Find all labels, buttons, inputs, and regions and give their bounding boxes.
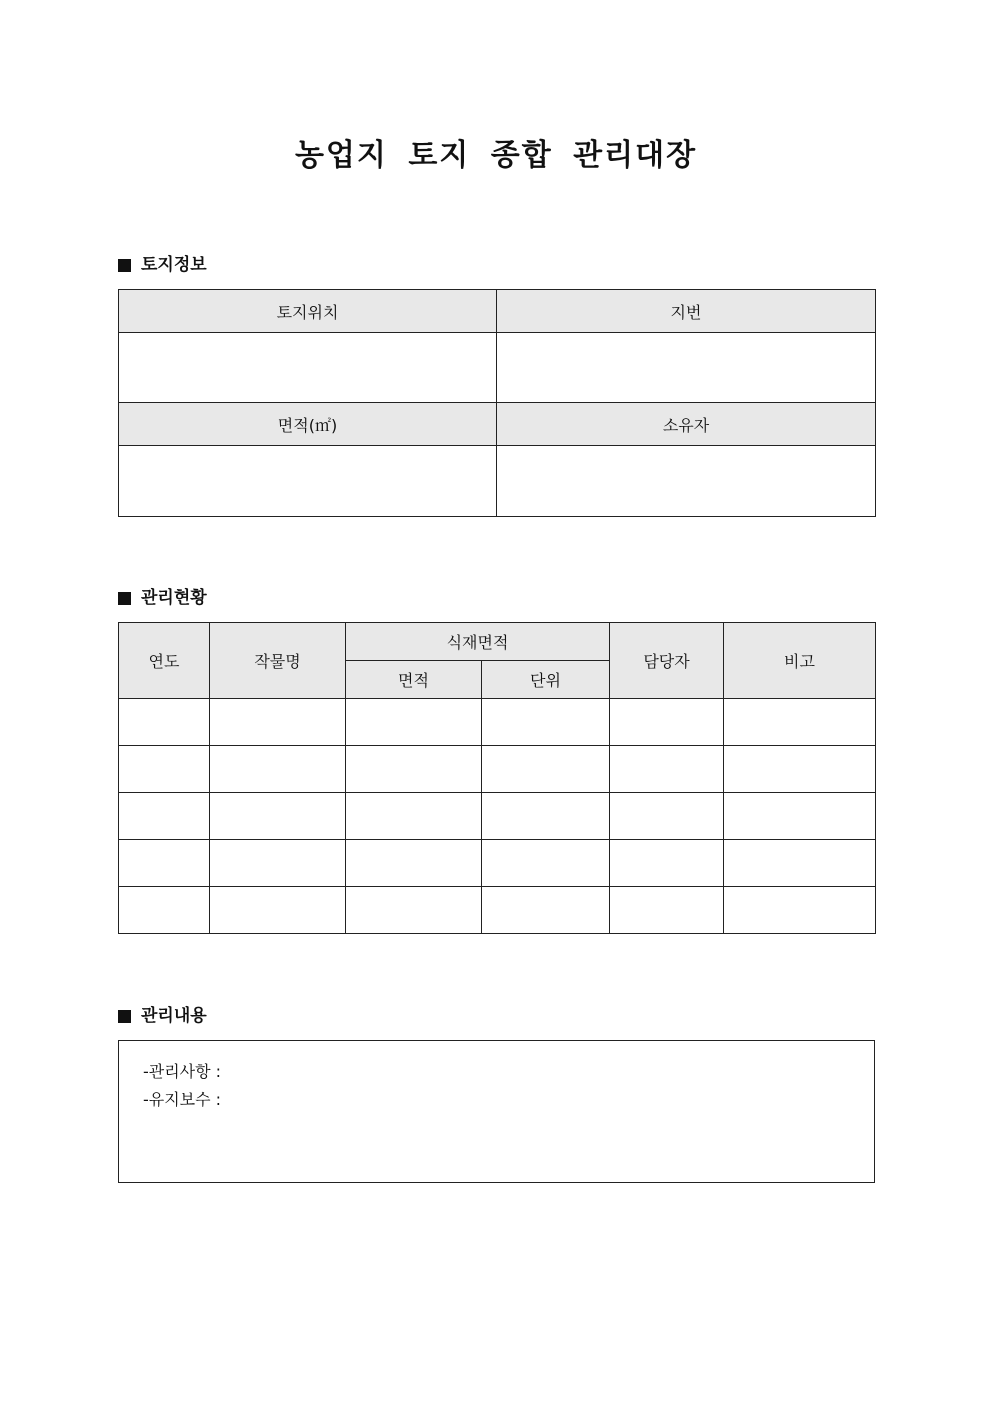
crop-cell[interactable] (210, 840, 346, 887)
year-header: 연도 (119, 623, 210, 699)
table-row (119, 746, 876, 793)
manager-cell[interactable] (610, 746, 724, 793)
land-info-heading (118, 253, 207, 277)
area-cell[interactable] (346, 793, 482, 840)
owner-cell[interactable] (497, 446, 876, 517)
crop-cell[interactable] (210, 887, 346, 934)
area-cell[interactable] (346, 746, 482, 793)
year-cell[interactable] (119, 699, 210, 746)
lot-number-cell[interactable] (497, 333, 876, 403)
page-title: 농업지 토지 종합 관리대장 (294, 138, 698, 173)
management-content-heading (118, 1004, 207, 1028)
crop-cell[interactable] (210, 746, 346, 793)
unit-subheader: 단위 (482, 661, 610, 699)
table-row (119, 793, 876, 840)
year-cell[interactable] (119, 746, 210, 793)
crop-cell[interactable] (210, 699, 346, 746)
management-status-table (118, 622, 876, 934)
area-cell[interactable] (119, 446, 497, 517)
area-subheader: 면적 (346, 661, 482, 699)
table-row (119, 840, 876, 887)
crop-cell[interactable] (210, 793, 346, 840)
crop-header: 작물명 (210, 623, 346, 699)
area-cell[interactable] (346, 840, 482, 887)
unit-cell[interactable] (482, 887, 610, 934)
lot-number-header: 지번 (497, 290, 876, 333)
management-status-heading (118, 586, 207, 610)
year-cell[interactable] (119, 840, 210, 887)
remarks-cell[interactable] (724, 887, 876, 934)
area-cell[interactable] (346, 887, 482, 934)
management-status-heading-label: 관리현황 (141, 588, 207, 608)
location-cell[interactable] (119, 333, 497, 403)
unit-cell[interactable] (482, 840, 610, 887)
manager-cell[interactable] (610, 699, 724, 746)
land-info-table (118, 289, 876, 517)
maintenance-label: -유지보수 : (143, 1090, 222, 1109)
remarks-cell[interactable] (724, 840, 876, 887)
remarks-cell[interactable] (724, 746, 876, 793)
area-cell[interactable] (346, 699, 482, 746)
manager-header: 담당자 (610, 623, 724, 699)
manager-cell[interactable] (610, 887, 724, 934)
table-row (119, 887, 876, 934)
location-header: 토지위치 (119, 290, 497, 333)
manager-cell[interactable] (610, 793, 724, 840)
remarks-cell[interactable] (724, 793, 876, 840)
square-bullet-icon (118, 1010, 131, 1023)
area-header: 면적(㎡) (119, 403, 497, 446)
table-row (119, 699, 876, 746)
unit-cell[interactable] (482, 746, 610, 793)
unit-cell[interactable] (482, 793, 610, 840)
planting-area-header: 식재면적 (346, 623, 610, 661)
unit-cell[interactable] (482, 699, 610, 746)
square-bullet-icon (118, 259, 131, 272)
manager-cell[interactable] (610, 840, 724, 887)
management-items-label: -관리사항 : (143, 1062, 222, 1081)
year-cell[interactable] (119, 793, 210, 840)
year-cell[interactable] (119, 887, 210, 934)
land-info-heading-label: 토지정보 (141, 255, 207, 275)
management-content-heading-label: 관리내용 (141, 1006, 207, 1026)
square-bullet-icon (118, 592, 131, 605)
remarks-header: 비고 (724, 623, 876, 699)
owner-header: 소유자 (497, 403, 876, 446)
management-content-box[interactable] (118, 1040, 875, 1183)
remarks-cell[interactable] (724, 699, 876, 746)
